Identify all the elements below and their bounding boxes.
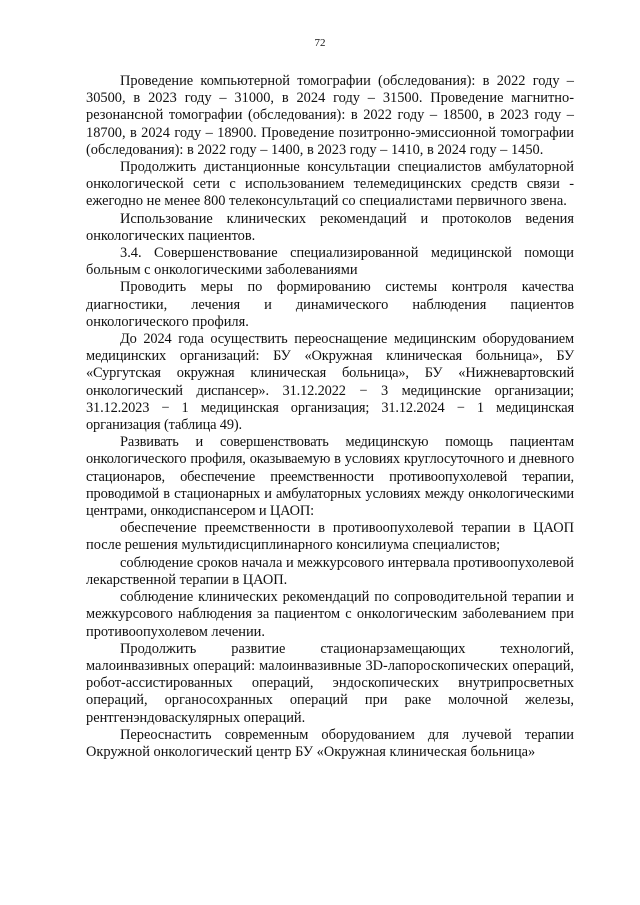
paragraph-radiotherapy-equipment: Переоснастить современным оборудованием для лучевой терапии Окружной онкологический центр БУ «Окружная клиническая больница» <box>86 726 574 760</box>
paragraph-quality-control: Проводить меры по формированию системы контроля качества диагностики, лечения и динамического наблюдения пациентов онкологического профиля. <box>86 279 574 330</box>
page-number: 72 <box>314 37 326 49</box>
paragraph-teleconsultations: Продолжить дистанционные консультации специалистов амбулаторной онкологической сети с использованием телемедицинских средств связи - ежегодно не менее 800 телеконсультаций со специалистами первичного звена. <box>86 159 574 210</box>
section-heading-3-4: 3.4. Совершенствование специализированной медицинской помощи больным с онкологическими заболеваниями <box>86 245 574 279</box>
paragraph-diagnostics-volumes: Проведение компьютерной томографии (обследования): в 2022 году – 30500, в 2023 году – 31000, в 2024 году – 31500. Проведение магнитно-резонансной томографии (обследования): в 2022 году – 18500, в 2023 году – 18700, в 2024 году – 18900. Проведение позитронно-эмиссионной томографии (обследования): в 2022 году – 1400, в 2023 году – 1410, в 2024 году – 1450. <box>86 73 574 158</box>
paragraph-clinical-guidelines: Использование клинических рекомендаций и протоколов ведения онкологических пациентов. <box>86 210 574 244</box>
paragraph-inpatient-care: Развивать и совершенствовать медицинскую помощь пациентам онкологического профиля, оказываемую в условиях круглосуточного и дневного стационаров, обеспечение преемственности противоопухолевой терапии, проводимой в стационарных и амбулаторных условиях между онкологическими центрами, онкодиспансером и ЦАОП: <box>86 434 574 520</box>
paragraph-therapy-timing: соблюдение сроков начала и межкурсового интервала противоопухолевой лекарственной терапии в ЦАОП. <box>86 554 574 588</box>
paragraph-reequipment: До 2024 года осуществить переоснащение медицинским оборудованием медицинских организаций: БУ «Окружная клиническая больница», БУ «Сургутская окружная клиническая больница», БУ «Нижневартовский онкологический диспансер». 31.12.2022 − 3 медицинские организации; 31.12.2023 − 1 медицинская организация; 31.12.2024 − 1 медицинская организация (таблица 49). <box>86 331 574 434</box>
paragraph-supportive-therapy: соблюдение клинических рекомендаций по сопроводительной терапии и межкурсового наблюдения за пациентом с онкологическим заболеванием при противоопухолевом лечении. <box>86 589 574 640</box>
paragraph-therapy-continuity: обеспечение преемственности в противоопухолевой терапии в ЦАОП после решения мультидисциплинарного консилиума специалистов; <box>86 520 574 554</box>
page-body <box>86 73 574 761</box>
paragraph-minimally-invasive: Продолжить развитие стационарзамещающих технологий, малоинвазивных операций: малоинвазивные 3D-лапороскопических операций, робот-ассистированных операций, эндоскопических внутрипросветных операций, органосохранных операций при раке молочной железы, рентгенэндоваскулярных операций. <box>86 640 574 726</box>
